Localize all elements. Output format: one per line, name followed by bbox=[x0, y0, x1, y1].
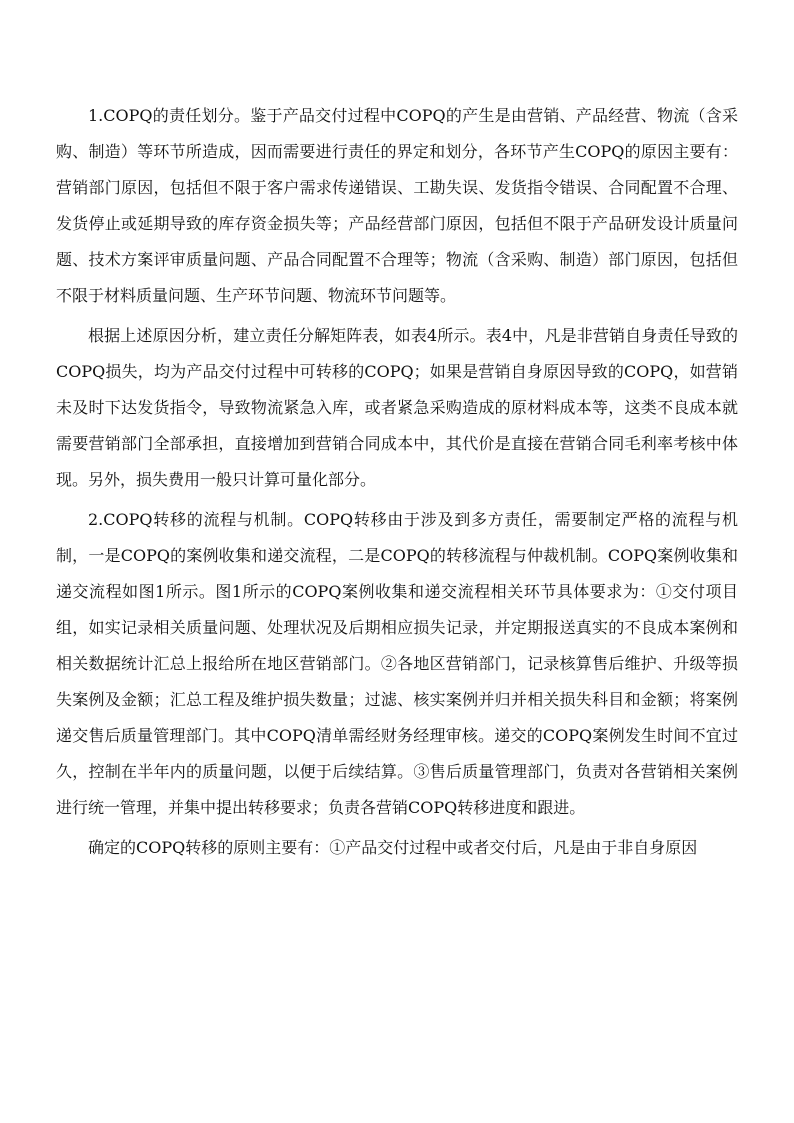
paragraph-copq-responsibility: 1.COPQ的责任划分。鉴于产品交付过程中COPQ的产生是由营销、产品经营、物流（含采购、制造）等环节所造成，因而需要进行责任的界定和划分，各环节产生COPQ的原因主要有：营销部门原因，包括但不限于客户需求传递错误、工勘失误、发货指令错误、合同配置不合理、发货停止或延期导致的库存资金损失等；产品经营部门原因，包括但不限于产品研发设计质量问题、技术方案评审质量问题、产品合同配置不合理等；物流（含采购、制造）部门原因，包括但不限于材料质量问题、生产环节问题、物流环节问题等。 bbox=[56, 106, 738, 305]
paragraph-responsibility-matrix: 根据上述原因分析，建立责任分解矩阵表，如表4所示。表4中，凡是非营销自身责任导致的COPQ损失，均为产品交付过程中可转移的COPQ；如果是营销自身原因导致的COPQ，如营销未及时下达发货指令，导致物流紧急入库，或者紧急采购造成的原材料成本等，这类不良成本就需要营销部门全部承担，直接增加到营销合同成本中，其代价是直接在营销合同毛利率考核中体现。另外，损失费用一般只计算可量化部分。 bbox=[56, 326, 738, 489]
paragraph-transfer-principles: 确定的COPQ转移的原则主要有：①产品交付过程中或者交付后，凡是由于非自身原因 bbox=[88, 838, 698, 857]
paragraph-copq-transfer-process: 2.COPQ转移的流程与机制。COPQ转移由于涉及到多方责任，需要制定严格的流程与机制，一是COPQ的案例收集和递交流程，二是COPQ的转移流程与仲裁机制。COPQ案例收集和递交流程如图1所示。图1所示的COPQ案例收集和递交流程相关环节具体要求为：①交付项目组，如实记录相关质量问题、处理状况及后期相应损失记录，并定期报送真实的不良成本案例和相关数据统计汇总上报给所在地区营销部门。②各地区营销部门，记录核算售后维护、升级等损失案例及金额；汇总工程及维护损失数量；过滤、核实案例并归并相关损失科目和金额；将案例递交售后质量管理部门。其中COPQ清单需经财务经理审核。递交的COPQ案例发生时间不宜过久，控制在半年内的质量问题，以便于后续结算。③售后质量管理部门，负责对各营销相关案例进行统一管理，并集中提出转移要求；负责各营销COPQ转移进度和跟进。 bbox=[56, 510, 738, 817]
document-body bbox=[56, 98, 738, 870]
